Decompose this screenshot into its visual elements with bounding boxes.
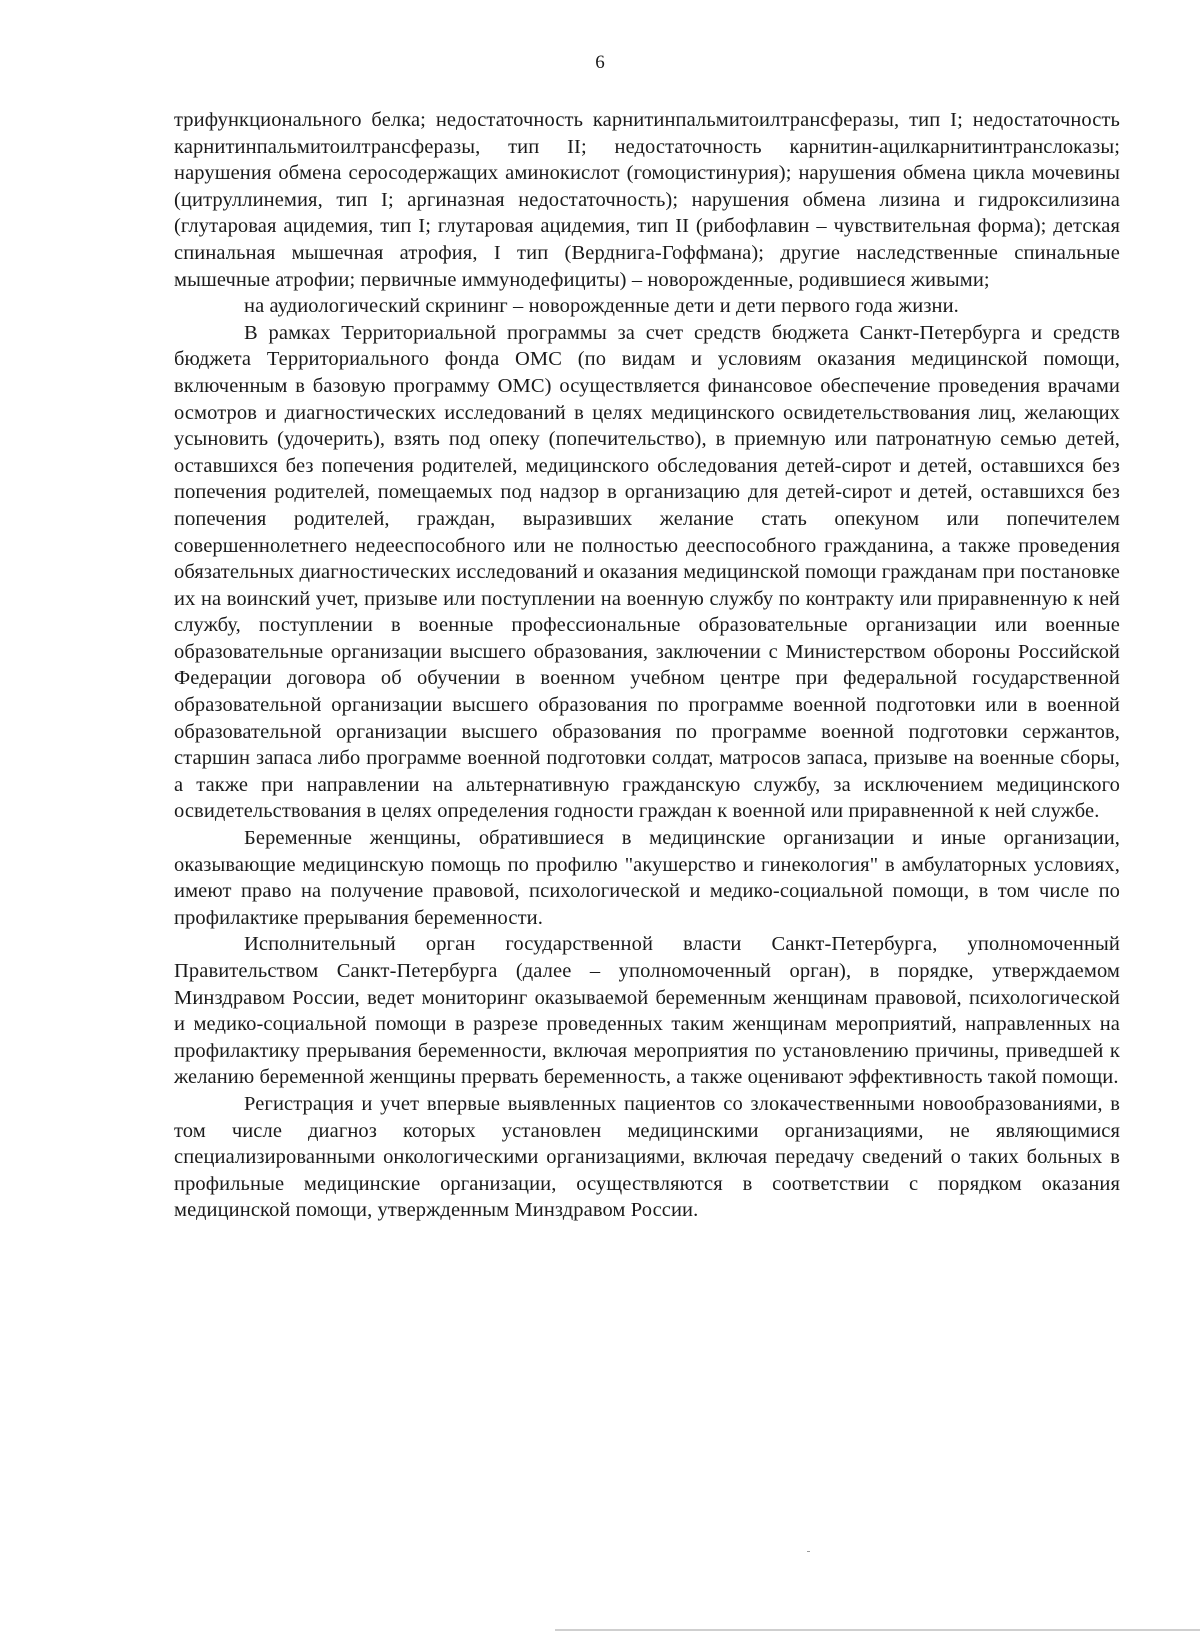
page-number: 6 (595, 52, 605, 73)
scan-speck (807, 1551, 810, 1552)
document-body (174, 107, 1120, 1224)
paragraph-audiological-screening: на аудиологический скрининг – новорожденные дети и дети первого года жизни. (244, 295, 959, 318)
paragraph-newborn-screening-list: трифункционального белка; недостаточность карнитинпальмитоилтрансферазы, тип I; недостаточность карнитинпальмитоилтрансферазы, тип II; недостаточность карнитин-ацилкарнитинтранслоказы; нарушения обмена серосодержащих аминокислот (гомоцистинурия); нарушения обмена цикла мочевины (цитруллинемия, тип I; аргиназная недостаточность); нарушения обмена лизина и гидроксилизина (глутаровая ацидемия, тип I; глутаровая ацидемия, тип II (рибофлавин – чувствительная форма); детская спинальная мышечная атрофия, I тип (Верднига-Гоффмана); другие наследственные спинальные мышечные атрофии; первичные иммунодефициты) – новорожденные, родившиеся живыми; (174, 109, 1120, 291)
paragraph-oncology-registration: Регистрация и учет впервые выявленных пациентов со злокачественными новообразованиями, в том числе диагноз которых установлен медицинскими организациями, не являющимися специализированными онкологическими организациями, включая передачу сведений о таких больных в профильные медицинские организации, осуществляются в соответствии с порядком оказания медицинской помощи, утвержденным Минздравом России. (174, 1092, 1120, 1222)
paragraph-territorial-program-financing: В рамках Территориальной программы за счет средств бюджета Санкт-Петербурга и средств бюджета Территориального фонда ОМС (по видам и условиям оказания медицинской помощи, включенным в базовую программу ОМС) осуществляется финансовое обеспечение проведения врачами осмотров и диагностических исследований в целях медицинского освидетельствования лиц, желающих усыновить (удочерить), взять под опеку (попечительство), в приемную или патронатную семью детей, оставшихся без попечения родителей, медицинского обследования детей-сирот и детей, оставшихся без попечения родителей, помещаемых под надзор в организацию для детей-сирот и детей, оставшихся без попечения родителей, граждан, выразивших желание стать опекуном или попечителем совершеннолетнего недееспособного или не полностью дееспособного гражданина, а также проведения обязательных диагностических исследований и оказания медицинской помощи гражданам при постановке их на воинский учет, призыве или поступлении на военную службу по контракту или приравненную к ней службу, поступлении в военные профессиональные образовательные организации или военные образовательные организации высшего образования, заключении с Министерством обороны Российской Федерации договора об обучении в военном учебном центре при федеральной государственной образовательной организации высшего образования по программе военной подготовки или в военной образовательной организации высшего образования по программе военной подготовки сержантов, старшин запаса либо программе военной подготовки солдат, матросов запаса, призыве на военные сборы, а также при направлении на альтернативную гражданскую службу, за исключением медицинского освидетельствования в целях определения годности граждан к военной или приравненной к ней службе. (174, 321, 1120, 823)
paragraph-pregnant-women-assistance: Беременные женщины, обратившиеся в медицинские организации и иные организации, оказывающие медицинскую помощь по профилю "акушерство и гинекология" в амбулаторных условиях, имеют право на получение правовой, психологической и медико-социальной помощи, в том числе по профилактике прерывания беременности. (174, 827, 1120, 929)
paragraph-executive-body-monitoring: Исполнительный орган государственной власти Санкт-Петербурга, уполномоченный Правительством Санкт-Петербурга (далее – уполномоченный орган), в порядке, утверждаемом Минздравом России, ведет мониторинг оказываемой беременным женщинам правовой, психологической и медико-социальной помощи в разрезе проведенных таким женщинам мероприятий, направленных на профилактику прерывания беременности, включая мероприятия по установлению причины, приведшей к желанию беременной женщины прервать беременность, а также оценивают эффективность такой помощи. (174, 933, 1120, 1089)
